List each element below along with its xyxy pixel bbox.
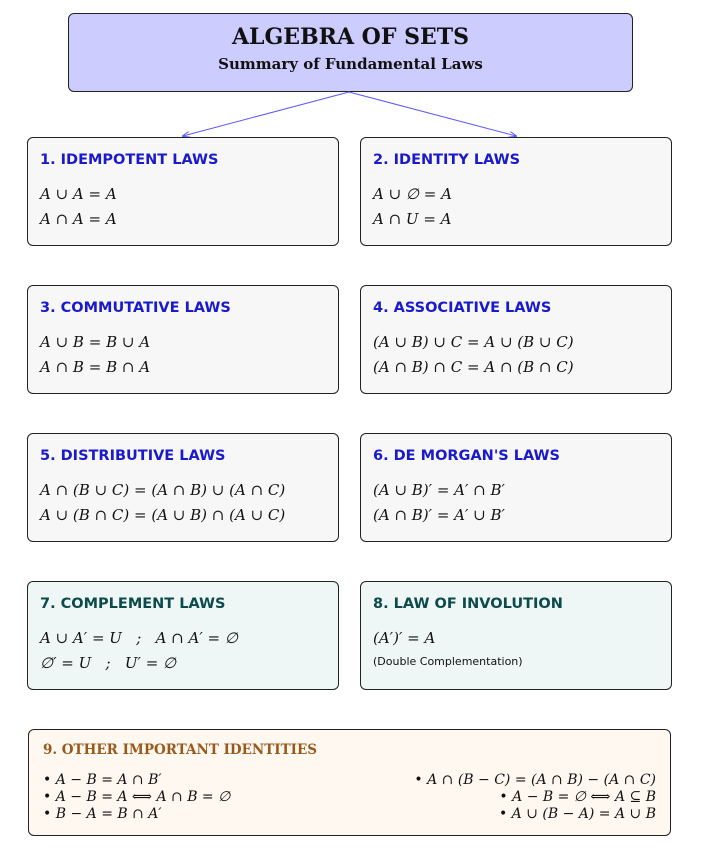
identity-line: • A ∩ (B − C) = (A ∩ B) − (A ∩ C) [414,772,656,788]
law-line: (A ∪ B) ∪ C = A ∪ (B ∪ C) [373,333,574,351]
commutative-laws-box [27,285,339,394]
law-line: A ∪ (B ∩ C) = (A ∪ B) ∩ (A ∪ C) [40,506,286,524]
box-heading: 8. LAW OF INVOLUTION [373,596,563,612]
page-subtitle: Summary of Fundamental Laws [218,55,483,73]
law-note: (Double Complementation) [373,655,523,668]
law-line: A ∩ A = A [40,210,117,228]
distributive-laws-box [27,433,339,542]
box-heading: 4. ASSOCIATIVE LAWS [373,300,552,316]
arrow-right [349,92,516,136]
arrow-left [183,92,349,136]
complement-laws-box [27,581,339,690]
identity-laws-box [360,137,672,246]
law-line: A ∪ A′ = U ; A ∩ A′ = ∅ [40,629,238,647]
identity-line: • A − B = A ⟺ A ∩ B = ∅ [43,789,231,805]
identity-line: • A − B = ∅ ⟺ A ⊆ B [499,789,656,805]
law-line: (A ∪ B)′ = A′ ∩ B′ [373,481,505,499]
box-heading: 1. IDEMPOTENT LAWS [40,152,219,168]
law-line: (A ∩ B)′ = A′ ∪ B′ [373,506,505,524]
law-line: A ∪ B = B ∪ A [40,333,151,351]
de-morgans-laws-box [360,433,672,542]
law-line: A ∪ ∅ = A [373,185,452,203]
box-heading: 3. COMMUTATIVE LAWS [40,300,231,316]
law-line: A ∪ A = A [40,185,117,203]
box-heading: 2. IDENTITY LAWS [373,152,521,168]
involution-law-box [360,581,672,690]
law-line: (A′)′ = A [373,629,436,647]
other-identities-box [28,729,671,836]
identity-line: • A − B = A ∩ B′ [43,772,162,788]
law-line: A ∩ B = B ∩ A [40,358,151,376]
identities-right [414,772,656,823]
identities-left [43,772,230,823]
identity-line: • B − A = B ∩ A′ [43,806,162,822]
associative-laws-box [360,285,672,394]
box-heading: 6. DE MORGAN'S LAWS [373,448,560,464]
law-line: A ∩ (B ∪ C) = (A ∩ B) ∪ (A ∩ C) [40,481,286,499]
identity-line: • A ∪ (B − A) = A ∪ B [498,806,656,822]
idempotent-laws-box [27,137,339,246]
law-line: A ∩ U = A [373,210,452,228]
box-heading: 7. COMPLEMENT LAWS [40,596,226,612]
law-line: (A ∩ B) ∩ C = A ∩ (B ∩ C) [373,358,574,376]
page-title: ALGEBRA OF SETS [231,24,470,50]
box-heading: 5. DISTRIBUTIVE LAWS [40,448,226,464]
law-line: ∅′ = U ; U′ = ∅ [40,654,177,672]
box-heading: 9. OTHER IMPORTANT IDENTITIES [43,742,317,758]
